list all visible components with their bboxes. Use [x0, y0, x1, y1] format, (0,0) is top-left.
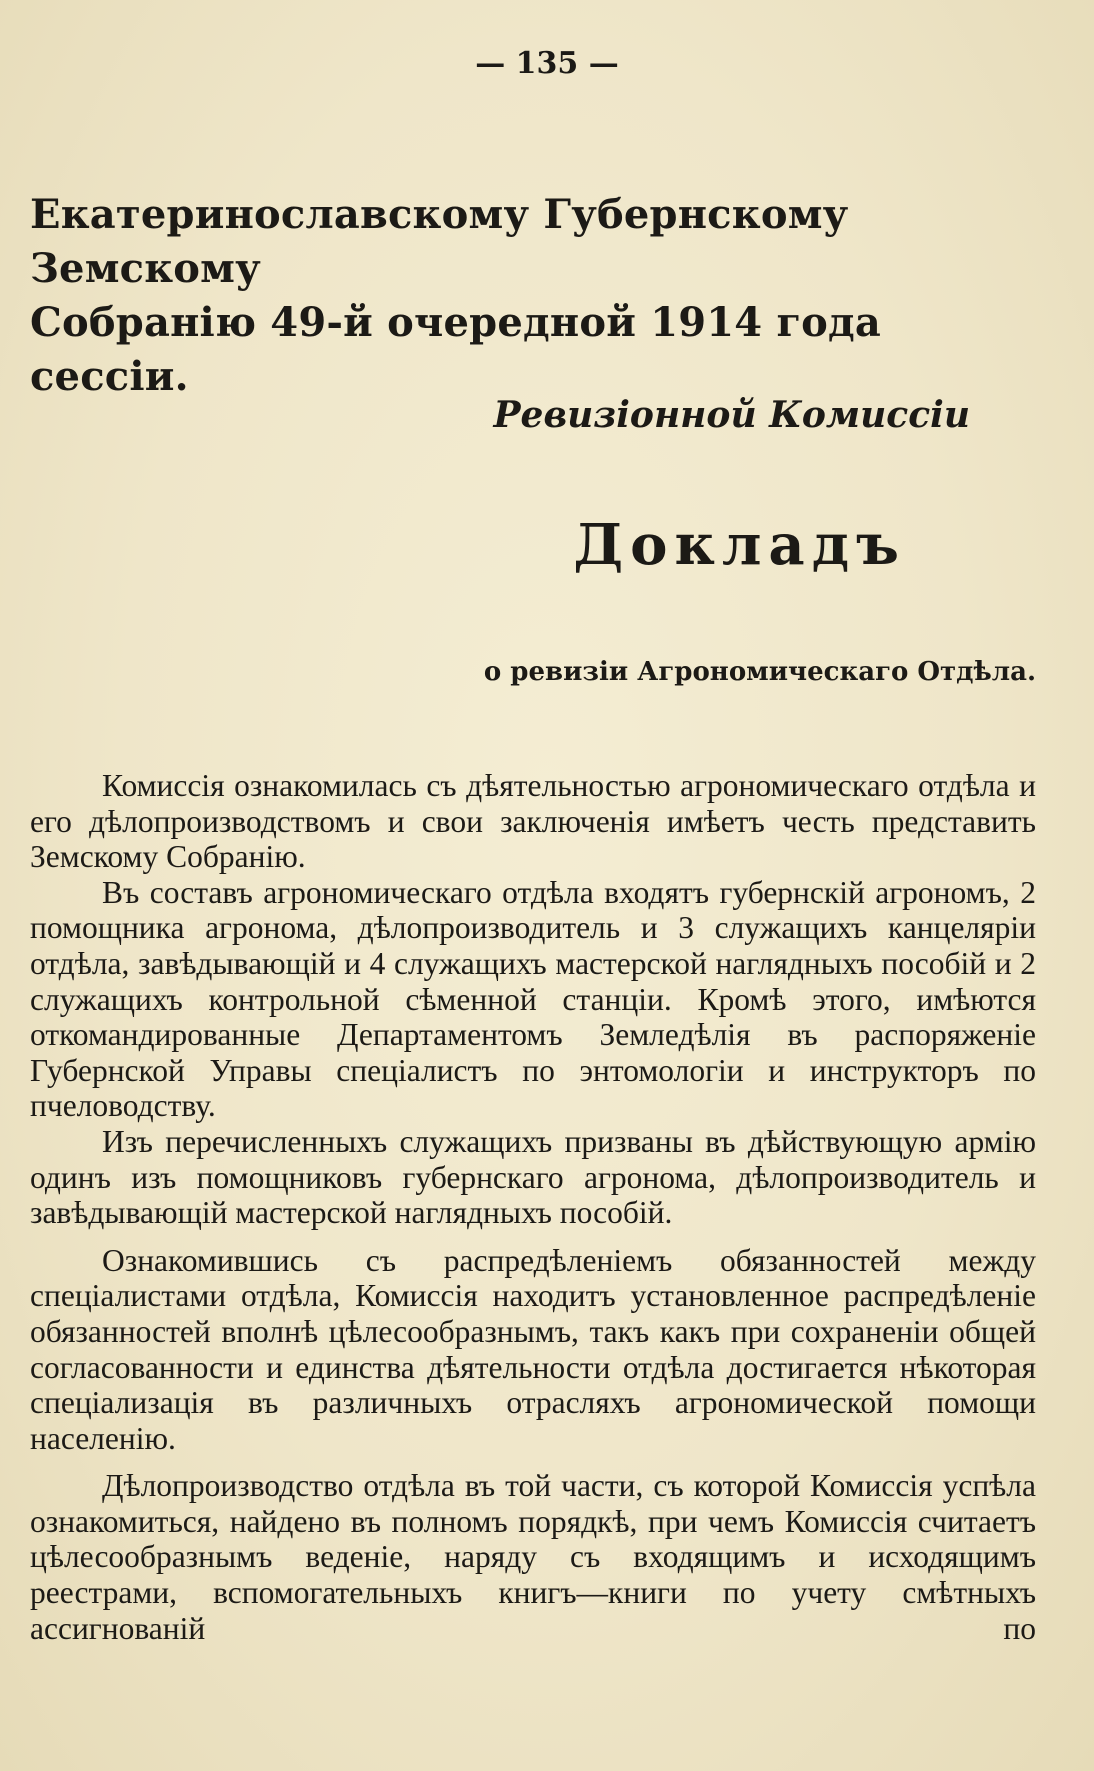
- paragraph-1: Комиссія ознакомилась съ дѣятельностью агрономическаго отдѣла и его дѣлопроизводствомъ и свои заключенія имѣетъ честь представить Земскому Собранію.: [30, 768, 1036, 875]
- document-title: [30, 188, 1030, 404]
- document-subheading: о ревизіи Агрономическаго Отдѣла.: [483, 657, 1036, 687]
- paragraph-5: Дѣлопроизводство отдѣла въ той части, съ которой Комиссія успѣла ознакомиться, найдено въ полномъ порядкѣ, при чемъ Комиссія считаетъ цѣлесообразнымъ веденіе, наряду съ входящимъ и исходящимъ реестрами, вспомогательныхъ книгъ—книги по учету смѣтныхъ ассигнованій по: [30, 1468, 1036, 1646]
- paragraph-2: Въ составъ агрономическаго отдѣла входятъ губернскій агрономъ, 2 помощника агронома, дѣлопроизводитель и 3 служащихъ канцеляріи отдѣла, завѣдывающій и 4 служащихъ мастерской наглядныхъ пособій и 2 служащихъ контрольной сѣменной станціи. Кромѣ этого, имѣются откомандированные Департаментомъ Земледѣлія въ распоряженіе Губернской Управы спеціалистъ по энтомологіи и инструкторъ по пчеловодству.: [30, 874, 1036, 1124]
- document-subtitle: Ревизіонной Комиссіи: [493, 394, 970, 436]
- title-line-1: Екатеринославскому Губернскому Земскому: [30, 191, 849, 292]
- body-text: [30, 768, 1036, 1646]
- document-heading: Докладъ: [573, 512, 906, 578]
- title-line-2: Собранію 49-й очередной 1914 года сессіи.: [30, 299, 882, 400]
- page-number: — 135 —: [475, 46, 619, 81]
- paragraph-4: Ознакомившись съ распредѣленіемъ обязанностей между спеціалистами отдѣла, Комиссія находитъ установленное распредѣленіе обязанностей вполнѣ цѣлесообразнымъ, такъ какъ при сохраненіи общей согласованности и единства дѣятельности отдѣла достигается нѣкоторая спеціализація въ различныхъ отрасляхъ агрономической помощи населенію.: [30, 1242, 1036, 1456]
- paragraph-3: Изъ перечисленныхъ служащихъ призваны въ дѣйствующую армію одинъ изъ помощниковъ губернскаго агронома, дѣлопроизводитель и завѣдывающій мастерской наглядныхъ пособій.: [30, 1123, 1036, 1231]
